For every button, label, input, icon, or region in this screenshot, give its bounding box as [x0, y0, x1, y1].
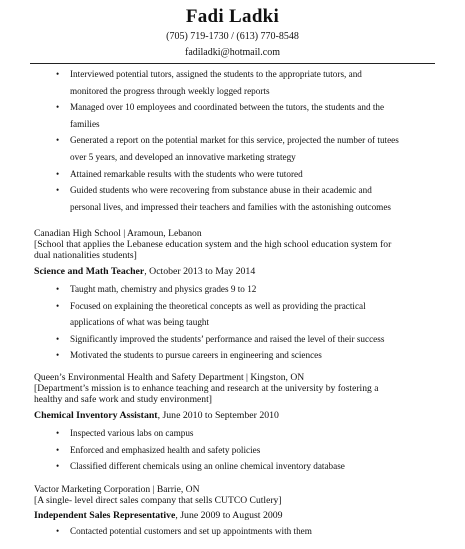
bullet-icon: •: [56, 135, 60, 146]
employer-name: Queen’s Environmental Health and Safety Department | Kingston, ON: [34, 372, 305, 383]
employer-name: Canadian High School | Aramoun, Lebanon: [34, 228, 202, 239]
bullet-item: • Classified different chemicals using an online chemical inventory database: [38, 458, 438, 475]
bullet-icon: •: [56, 185, 60, 196]
bullet-icon: •: [56, 428, 60, 438]
bullet-icon: •: [56, 69, 60, 79]
bullet-item: • Enforced and emphasized health and safety policies: [38, 442, 438, 459]
bullet-item: • Taught math, chemistry and physics grades 9 to 12: [38, 281, 438, 298]
bullet-item: • Significantly improved the students’ performance and raised the level of their success: [38, 331, 438, 348]
email-address: fadiladki@hotmail.com: [184, 47, 281, 58]
employer-description: dual nationalities students]: [34, 250, 137, 261]
job-dates: , October 2013 to May 2014: [144, 266, 256, 277]
job-title-line: [34, 266, 444, 277]
bullet-item: • Inspected various labs on campus: [38, 425, 438, 442]
employer-canadian-high-school: [34, 228, 444, 261]
bullet-item: • Attained remarkable results with the students who were tutored: [38, 166, 438, 183]
bullet-item: • Generated a report on the potential market for this service, projected the number of tutees over 5 years, and developed an innovative marketing strategy: [38, 132, 438, 165]
job-dates: , June 2010 to September 2010: [157, 410, 279, 421]
employer-name: Vactor Marketing Corporation | Barrie, ON: [34, 484, 200, 495]
employer-description: [Department’s mission is to enhance teaching and research at the university by fostering a: [34, 383, 379, 394]
tutoring-bullet-list: [38, 66, 438, 215]
employer-description: [School that applies the Lebanese education system and the high school education system for: [34, 239, 392, 250]
bullet-item: • Guided students who were recovering from substance abuse in their academic and personal lives, and impressed their teachers and families with the astonishing outcomes: [38, 182, 438, 215]
bullet-icon: •: [56, 168, 60, 179]
bullet-item: • Focused on explaining the theoretical concepts as well as providing the practical applications of what was being taught: [38, 298, 438, 331]
phone-numbers: (705) 719-1730 / (613) 770-8548: [166, 31, 299, 42]
employer-queens-ehs: [34, 372, 444, 405]
employer-vector-marketing: [34, 484, 444, 506]
inventory-bullet-list: [38, 425, 438, 475]
job-title-line: [34, 510, 444, 521]
bullet-item: • Motivated the students to pursue careers in engineering and sciences: [38, 347, 438, 364]
bullet-icon: •: [56, 284, 60, 294]
employer-description: healthy and safe work and study environment]: [34, 394, 212, 405]
sales-bullet-list: [38, 523, 438, 540]
bullet-icon: •: [56, 102, 60, 113]
teacher-bullet-list: [38, 281, 438, 364]
job-dates: , June 2009 to August 2009: [175, 510, 283, 521]
job-title-line: [34, 410, 444, 421]
bullet-icon: •: [56, 333, 60, 344]
bullet-item: • Managed over 10 employees and coordinated between the tutors, the students and the families: [38, 99, 438, 132]
job-title: Chemical Inventory Assistant: [34, 410, 158, 421]
bullet-item: • Contacted potential customers and set up appointments with them: [38, 523, 438, 540]
bullet-icon: •: [56, 444, 60, 455]
candidate-name: Fadi Ladki: [185, 6, 280, 27]
employer-description: [A single- level direct sales company that sells CUTCO Cutlery]: [34, 495, 282, 506]
bullet-icon: •: [56, 461, 60, 472]
bullet-icon: •: [56, 300, 60, 311]
job-title: Independent Sales Representative: [34, 510, 176, 521]
bullet-item: • Interviewed potential tutors, assigned the students to the appropriate tutors, and monitored the progress through weekly logged reports: [38, 66, 438, 99]
bullet-icon: •: [56, 350, 60, 361]
job-title: Science and Math Teacher: [34, 266, 145, 277]
header-divider: [30, 63, 435, 64]
bullet-icon: •: [56, 526, 60, 536]
